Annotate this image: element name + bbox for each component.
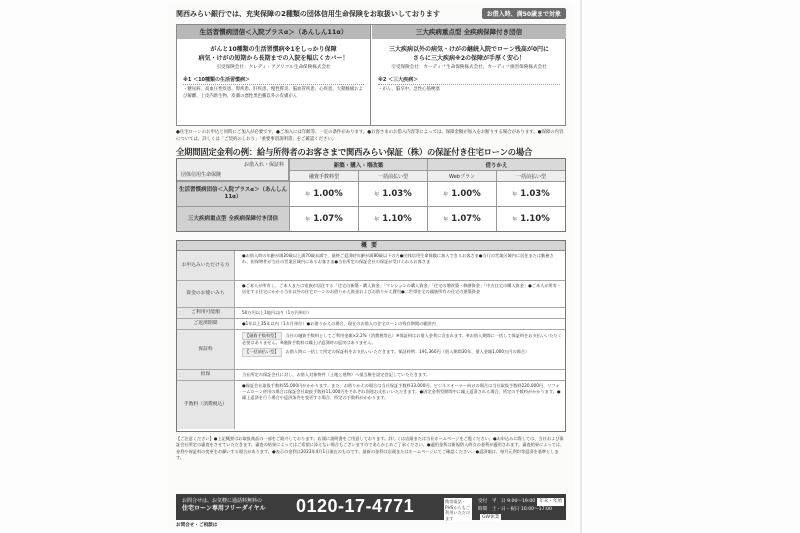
contact-heading: お問合せ・ご相談は: [176, 523, 218, 528]
scan-edge: [580, 0, 582, 533]
summary-row-text: 50万円以上1億円以内（1万円単位）: [242, 310, 312, 315]
grid-line: [177, 181, 565, 182]
summary-row-label: ご返済期間: [177, 319, 235, 329]
rate-table-title: 全期間固定金利の例：給与所得者のお客さまで関西みらい保証（株）の保証付き住宅ローンの場合: [176, 147, 533, 157]
header-row: [176, 8, 566, 20]
plan-body-line: 病気・けがの短期から長期までの入院を幅広くカバー！: [198, 55, 349, 62]
plan-detail: ・糖尿病、高血圧性疾患、腎疾患、肝疾患、慢性膵炎、脳血管疾患、心疾患、大動脈瘤および解離、上皮内新生物、皮膚の悪性黒色腫以外の皮膚がん: [183, 87, 364, 99]
summary-row: [177, 251, 565, 281]
contact-footer: [176, 494, 566, 520]
col-header: 一括前払い型: [359, 171, 427, 181]
caution-notes: 【ご注意ください】●上記概要はお取扱商品の一部をご紹介しております。店頭に説明書をご用意しております。詳しくは店頭または当社ホームページをご覧ください。●お申込みに際しては、当社および保証会社所定の審査をさせていただきます。審査の結果によってはご希望に添えない場合もございますのであらかじめご了承ください。●適用金利は新規借入時点の金利が適用されます。審査結果によっては、金利や保証料の変更をお願いする場合があります。●表示の金利は2023年4月1日現在のものです。最新の金利は店頭またはホームページにてご確認ください。●返済額は、毎月元利均等返済を基準とします。: [176, 436, 565, 460]
summary-row-text: ●1年以上35年以内（1カ月単位）●お借りかえの場合、現在のお借入の住宅ローンの残存期間の範囲内: [242, 321, 436, 326]
rate-cell: 年 1.00%: [305, 189, 343, 199]
age-badge: お借入時、満50歳まで対象: [482, 8, 566, 19]
summary-row-text: ●お借入時の年齢が満20歳以上満70歳未満で、最終ご返済時年齢が満80歳以下の方●団体信用生命保険に加入できるお客さま●当行の営業区域内に居住または勤務され、担保物件が当社の営業区域内にあるお客さま●当社所定の保証会社の保証が受けられるお客さま: [242, 253, 554, 265]
plan-title: 三大疾病重点型 全疾病保障付き団信: [372, 25, 566, 39]
summary-row-text: 当社所定の保証会社に対し、お借入対象物件（土地と建物）へ抵当権を設定登記していただきます。: [242, 372, 431, 377]
plan-sub-heading: ※1 ＜10種類の生活習慣病＞: [183, 76, 364, 85]
col-header: Webプラン: [428, 171, 496, 181]
rate-table-corner: お借入れ・保証料 団体信用生命保険: [177, 159, 289, 181]
rate-cell: 年 1.07%: [443, 214, 481, 224]
plan-detail: ・がん、脳卒中、急性心筋梗塞: [378, 87, 440, 92]
plans-box: [176, 24, 566, 126]
summary-row: [177, 281, 565, 308]
plan-insurer: 引受保険会社：クレディ・アグリコル生命保険株式会社: [216, 65, 331, 70]
rate-cell: 年 1.07%: [305, 214, 343, 224]
summary-row: [177, 308, 565, 319]
summary-row-text: ●ご本人が所有し、ご本人または家族が居住する「住宅の新築・購入資金」「マンションの購入資金」「住宅の増改築・修繕資金」「中古住宅の購入資金」●ご本人が所有・居住する住宅にかかる当社以外の住宅ローンのお借りかえ資金およびお借りかえ費用●二世帯住宅の親族所有の住宅の建築資金: [242, 283, 562, 295]
row-name: 三大疾病重点型 全疾病保障付き団信: [177, 207, 289, 231]
col-group-new: 新築・購入・増改築: [290, 159, 427, 170]
summary-row: [177, 381, 565, 429]
plan-notes: ●住宅ローンのお申込と同時にご加入が必要です。●ご加入には年齢等、一定の条件があります。●お客さまのお借入内容等によっては、保障金額が加入をお断りする場合があります。●保障の内容については、詳しくは「ご契約のしおり」「重要事項説明書」をご確認ください。: [176, 130, 564, 142]
summary-row-label: 保証料: [177, 330, 235, 369]
rate-table: [176, 158, 566, 232]
summary-row-label: お申込みいただける方: [177, 251, 235, 280]
plan-body-line: がんと10種類の生活習慣病※1をしっかり保障: [210, 46, 337, 53]
rate-cell: 年 1.03%: [512, 189, 550, 199]
summary-table: [176, 240, 566, 432]
header-lead: 関西みらい銀行では、充実保障の2種類の団体信用生命保険をお取扱いしております: [176, 10, 440, 18]
summary-row: [177, 330, 565, 370]
mobile-note: 携帯電話・PHSからもご利用いただけます: [445, 499, 471, 521]
rate-cell: 年 1.10%: [512, 214, 550, 224]
plan-body-line: さらに三大疾病※2の保障が手厚く安心！: [412, 55, 525, 62]
col-header: 融資手数料型: [290, 171, 358, 181]
grid-line: [289, 170, 565, 171]
plan-body-line: 三大疾病以外の病気・けがの継続入院でローン残高が0円に: [388, 46, 550, 53]
plan-title: 生活習慣病団信＜入院プラスα＞（あんしん11α）: [177, 25, 370, 39]
plan-card-lifestyle: [177, 25, 371, 125]
summary-row-label: ご利用可能額: [177, 308, 235, 318]
grid-line: [358, 170, 359, 231]
plan-insurer: 引受保険会社：カーディフ生命保険株式会社、カーディフ損害保険株式会社: [391, 65, 547, 70]
plan-card-three-diseases: [372, 25, 566, 125]
rate-cell: 年 1.03%: [374, 189, 412, 199]
rate-cell: 年 1.00%: [443, 189, 481, 199]
grid-line: [177, 206, 565, 207]
summary-row-text: ●保証会社取扱手数料55,000円がかかります。また、お借りかえの場合は当社保証手数料33,000円。ビジネスオーナー向けの場合は当社取扱手数料220,000円、リフォームローン併用の場合は保証会社取扱手数料11,000円をそれぞれ別途お支払いいただきます。●固定金利型期間中に繰上返済される場合、所定の手数料がかかります。●繰上返済を行う場合や返済条件を変更する場合、所定の手数料がかかります。: [242, 383, 561, 401]
summary-row: [177, 319, 565, 330]
summary-row-label: 担保: [177, 370, 235, 380]
office-hours: 受付 平 日 9:00〜19:00 年末・年始 時間 土・日・祝日 10:00〜17:00GW休業: [478, 499, 563, 520]
plan-sub-heading: ※2 ＜三大疾病＞: [378, 76, 560, 85]
rate-cell: 年 1.10%: [374, 214, 412, 224]
grid-line: [496, 170, 497, 231]
col-header: 一括前払い型: [497, 171, 565, 181]
footer-label: お問合せは、お気軽に通話料無料の 住宅ローン専用フリーダイヤル: [182, 498, 266, 512]
phone-number-link[interactable]: 0120-17-4771: [296, 496, 415, 516]
summary-title: 概要: [177, 241, 565, 251]
summary-row-label: 手数料（消費税込）: [177, 381, 235, 429]
col-group-refi: 借りかえ: [428, 159, 565, 170]
summary-row-text: 【融資手数料型】 当社の融資手数料としてご利用金額×2.2%（消費税等込）※保証料はお借入金利に含まれます。※お借入期間に一括して保証料をお支払いいただく必要はありません。※融資手数料は繰上げ返済時の返戻はありません。 【一括前払い型】 お借入時に一括して所定の保証料をお支払いいただきます。保証料例：191,360円（借入期間30年、借入金額1,000万円の場合）: [239, 330, 565, 359]
row-name: 生活習慣病団信＜入院プラスα＞（あんしん11α）: [177, 182, 289, 206]
summary-row-label: 資金のお使いみち: [177, 281, 235, 307]
summary-row: [177, 370, 565, 381]
